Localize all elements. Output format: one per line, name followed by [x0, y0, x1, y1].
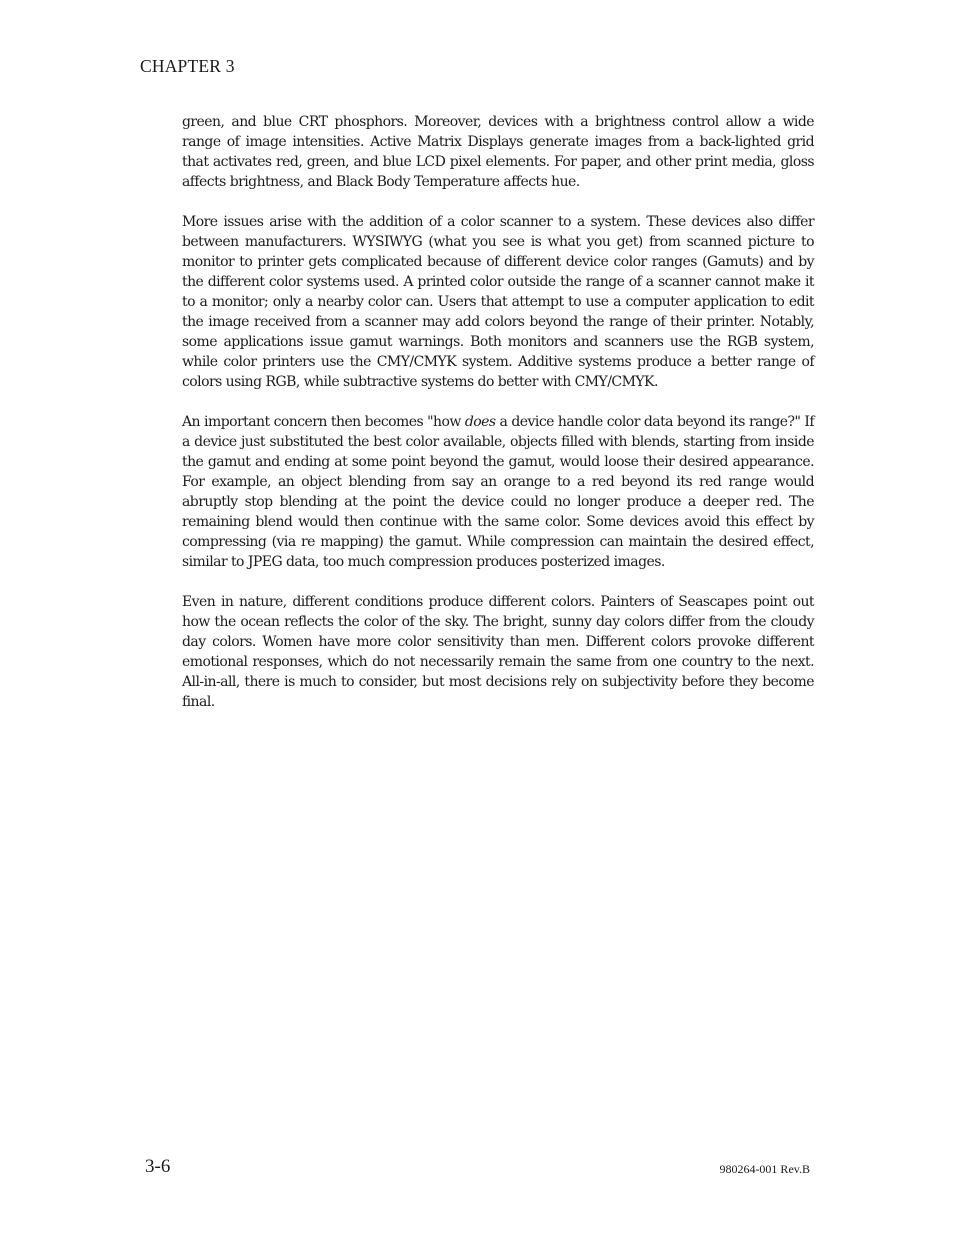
document-id: 980264-001 Rev.B [719, 1162, 810, 1176]
paragraph-nature-colors: Even in nature, different conditions produce different colors. Painters of Seascapes point out how the ocean reflects the color of the sky. The bright, sunny day colors differ from the cloudy day colors. Women have more color sensitivity than men. Different colors provoke different emotional responses, which do not necessarily remain the same from one country to the next. All-in-all, there is much to consider, but most decisions rely on subjectivity before they become final. [182, 594, 814, 710]
paragraph-display-technologies: green, and blue CRT phosphors. Moreover, devices with a brightness control allow a wide range of image intensities. Active Matrix Displays generate images from a back-lighted grid that activates red, green, and blue LCD pixel elements. For paper, and other print media, gloss affects brightness, and Black Body Temperature affects hue. [182, 114, 814, 190]
paragraph-gamut-text-start: An important concern then becomes "how [182, 414, 465, 430]
chapter-header: CHAPTER 3 [140, 56, 235, 76]
paragraph-gamut-text-end: a device handle color data beyond its range?" If a device just substituted the best color available, objects filled with blends, starting from inside the gamut and ending at some point beyond the gamut, would loose their desired appearance. For example, an object blending from say an orange to a red beyond its red range would abruptly stop blending at the point the device could no longer produce a deeper red. The remaining blend would then continue with the same color. Some devices avoid this effect by compressing (via re mapping) the gamut. While compression can maintain the desired effect, similar to JPEG data, too much compression produces posterized images. [182, 414, 814, 570]
paragraph-gamut-handling [182, 412, 814, 572]
emphasis-does: does [464, 414, 496, 430]
body-text [182, 112, 814, 732]
paragraph-color-scanners: More issues arise with the addition of a color scanner to a system. These devices also differ between manufacturers. WYSIWYG (what you see is what you get) from scanned picture to monitor to printer gets complicated because of different device color ranges (Gamuts) and by the different color systems used. A printed color outside the range of a scanner cannot make it to a monitor; only a nearby color can. Users that attempt to use a computer application to edit the image received from a scanner may add colors beyond the range of their printer. Notably, some applications issue gamut warnings. Both monitors and scanners use the RGB system, while color printers use the CMY/CMYK system. Additive systems produce a better range of colors using RGB, while subtractive systems do better with CMY/CMYK. [182, 214, 814, 390]
page-number: 3-6 [145, 1156, 171, 1177]
